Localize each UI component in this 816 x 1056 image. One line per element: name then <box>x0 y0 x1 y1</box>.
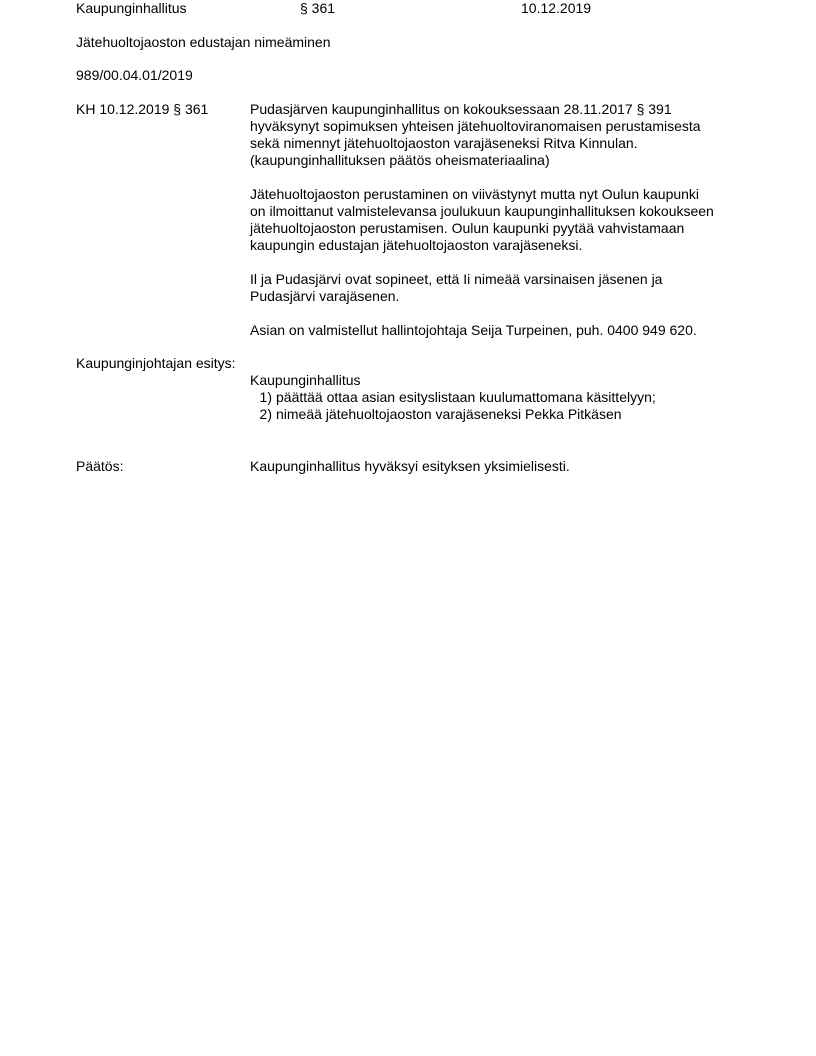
preparation-paragraph-4 <box>250 322 750 339</box>
text-line: (kaupunginhallituksen päätös oheismateriaalina) <box>250 152 550 168</box>
text-line: kaupungin edustajan jätehuoltojaoston varajäseneksi. <box>250 237 583 253</box>
proposal-label: Kaupunginjohtajan esitys: <box>76 355 236 371</box>
proposal-item-number: 1) <box>259 389 272 405</box>
text-line: on ilmoittanut valmistelevansa joulukuun kaupunginhallituksen kokoukseen <box>250 203 714 219</box>
text-line: hyväksynyt sopimuksen yhteisen jätehuoltoviranomaisen perustamisesta <box>250 118 701 134</box>
proposal-item <box>250 406 750 423</box>
text-line: Asian on valmistellut hallintojohtaja Seija Turpeinen, puh. 0400 949 620. <box>250 322 697 338</box>
preparation-paragraph-3 <box>250 271 750 305</box>
text-line: jätehuoltojaoston perustamisen. Oulun kaupunki pyytää vahvistamaan <box>250 220 685 236</box>
text-line: sekä nimennyt jätehuoltojaoston varajäseneksi Ritva Kinnulan. <box>250 135 638 151</box>
proposal-body <box>250 372 750 423</box>
preparation-paragraph-2 <box>250 186 750 254</box>
proposal-item <box>250 389 750 406</box>
text-line: Jätehuoltojaoston perustaminen on viivästynyt mutta nyt Oulun kaupunki <box>250 186 700 202</box>
header-organ: Kaupunginhallitus <box>76 0 187 16</box>
record-number: 989/00.04.01/2019 <box>76 67 193 83</box>
proposal-item-text: päättää ottaa asian esityslistaan kuulumattomana käsittelyyn; <box>276 389 656 405</box>
text-line: Il ja Pudasjärvi ovat sopineet, että Ii nimeää varsinaisen jäsenen ja <box>250 271 663 287</box>
proposal-item-text: nimeää jätehuoltojaoston varajäseneksi Pekka Pitkäsen <box>276 406 622 422</box>
proposal-item-number: 2) <box>259 406 272 422</box>
text-line: Pudasjärvi varajäsenen. <box>250 288 400 304</box>
decision-text: Kaupunginhallitus hyväksyi esityksen yksimielisesti. <box>250 458 570 474</box>
header-date: 10.12.2019 <box>521 0 592 16</box>
preparation-paragraph-1 <box>250 101 750 169</box>
preparation-label: KH 10.12.2019 § 361 <box>76 101 209 117</box>
decision-label: Päätös: <box>76 458 124 474</box>
proposal-subject: Kaupunginhallitus <box>250 372 361 388</box>
header-section-number: § 361 <box>300 0 336 16</box>
text-line: Pudasjärven kaupunginhallitus on kokouksessaan 28.11.2017 § 391 <box>250 101 672 117</box>
document-title: Jätehuoltojaoston edustajan nimeäminen <box>76 34 331 50</box>
